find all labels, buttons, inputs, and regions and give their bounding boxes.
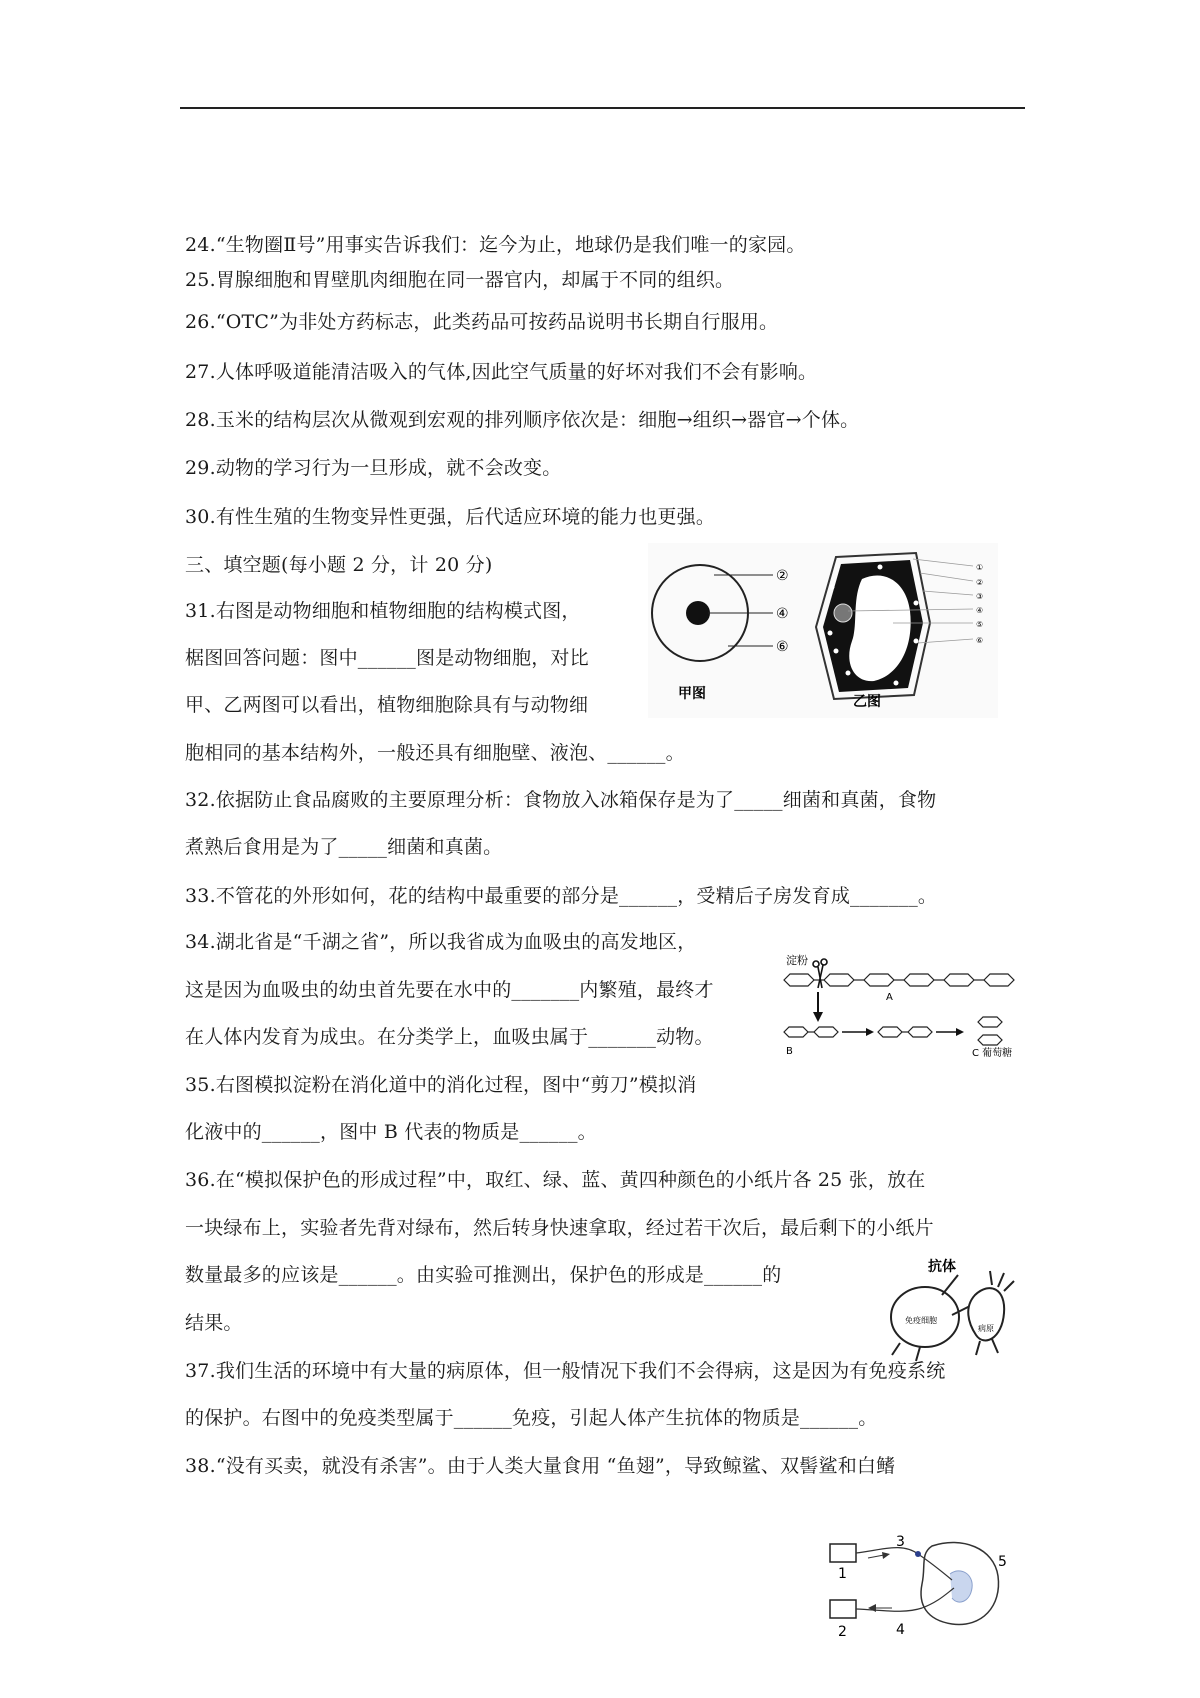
starch-label: 淀粉: [786, 954, 808, 967]
pathogen-label: 病原: [978, 1324, 994, 1333]
arrow-icon: [866, 1028, 874, 1036]
reflex-arc-figure: [822, 1532, 1022, 1642]
immune-cell-label: 免疫细胞: [905, 1316, 937, 1325]
jia-caption: 甲图: [678, 686, 706, 702]
arrow-icon: [956, 1028, 964, 1036]
question-38-line1: 38.“没有买卖，就没有杀害”。由于人类大量食用 “鱼翅”，导致鲸鲨、双髻鲨和白鳍: [185, 1455, 896, 1477]
question-36-line4: 结果。: [185, 1312, 243, 1334]
yi-label-3: ③: [976, 592, 984, 601]
question-32-line2: 煮熟后食用是为了_____细菌和真菌。: [185, 836, 503, 858]
question-36-line3: 数量最多的应该是______。由实验可推测出，保护色的形成是______的: [185, 1264, 782, 1286]
plant-cell-nucleus: [834, 604, 852, 622]
cell-structure-figure: [648, 543, 998, 718]
jia-label-6: ⑥: [776, 639, 789, 655]
gray-matter: [950, 1571, 972, 1602]
header-rule: [180, 107, 1025, 109]
question-28: 28.玉米的结构层次从微观到宏观的排列顺序依次是：细胞→组织→器官→个体。: [185, 409, 860, 431]
question-36-line2: 一块绿布上，实验者先背对绿布，然后转身快速拿取，经过若干次后，最后剩下的小纸片: [185, 1217, 934, 1239]
question-25: 25.胃腺细胞和胃壁肌肉细胞在同一器官内，却属于不同的组织。: [185, 269, 735, 291]
label-3: 3: [896, 1534, 905, 1550]
receptor-box: [830, 1544, 856, 1562]
question-32-line1: 32.依据防止食品腐败的主要原理分析：食物放入冰箱保存是为了_____细菌和真菌，食物: [185, 789, 937, 811]
label-5: 5: [998, 1554, 1007, 1570]
question-34-line1: 34.湖北省是“千湖之省”，所以我省成为血吸虫的高发地区，: [185, 931, 697, 953]
label-4: 4: [896, 1622, 905, 1638]
yi-label-5: ⑤: [976, 620, 984, 629]
a-label: A: [886, 992, 893, 1003]
glucose-units: [978, 1017, 1002, 1045]
arrow-icon: [868, 1604, 876, 1612]
question-37-line2: 的保护。右图中的免疫类型属于______免疫，引起人体产生抗体的物质是______。: [185, 1407, 878, 1429]
yi-label-6: ⑥: [976, 636, 984, 645]
label-1: 1: [838, 1566, 847, 1582]
section-heading: 三、填空题(每小题 2 分，计 20 分): [185, 554, 493, 576]
effector-box: [830, 1600, 856, 1618]
question-31-line4: 胞相同的基本结构外，一般还具有细胞壁、液泡、______。: [185, 742, 685, 764]
b-label: B: [786, 1046, 793, 1057]
arrow-icon: [882, 1552, 890, 1559]
question-35-line2: 化液中的______，图中 B 代表的物质是______。: [185, 1121, 597, 1143]
ganglion-dot: [915, 1551, 921, 1557]
yi-label-4: ④: [976, 606, 984, 615]
question-24: 24.“生物圈Ⅱ号”用事实告诉我们：迄今为止，地球仍是我们唯一的家园。: [185, 234, 806, 256]
question-30: 30.有性生殖的生物变异性更强，后代适应环境的能力也更强。: [185, 506, 716, 528]
immune-figure: [880, 1255, 1030, 1365]
question-36-line1: 36.在“模拟保护色的形成过程”中，取红、绿、蓝、黄四种颜色的小纸片各 25 张，放在: [185, 1169, 926, 1191]
yi-label-2: ②: [976, 578, 984, 587]
glucose-label: C 葡萄糖: [972, 1048, 1013, 1059]
question-35-line1: 35.右图模拟淀粉在消化道中的消化过程，图中“剪刀”模拟消: [185, 1074, 697, 1096]
animal-cell-nucleus: [686, 601, 710, 625]
jia-label-2: ②: [776, 568, 789, 584]
label-2: 2: [838, 1624, 847, 1640]
question-34-line2: 这是因为血吸虫的幼虫首先要在水中的_______内繁殖，最终才: [185, 979, 714, 1001]
question-34-line3: 在人体内发育为成虫。在分类学上，血吸虫属于_______动物。: [185, 1026, 714, 1048]
question-31-line3: 甲、乙两图可以看出，植物细胞除具有与动物细: [185, 694, 589, 716]
yi-label-1: ①: [976, 563, 984, 572]
scissors-icon: [813, 959, 827, 988]
question-29: 29.动物的学习行为一旦形成，就不会改变。: [185, 457, 562, 479]
question-37-line1: 37.我们生活的环境中有大量的病原体，但一般情况下我们不会得病，这是因为有免疫系统: [185, 1360, 946, 1382]
question-27: 27.人体呼吸道能清洁吸入的气体,因此空气质量的好坏对我们不会有影响。: [185, 361, 818, 383]
starch-digestion-figure: [778, 950, 1028, 1060]
question-31-line1: 31.右图是动物细胞和植物细胞的结构模式图，: [185, 600, 581, 622]
question-31-line2: 椐图回答问题：图中______图是动物细胞，对比: [185, 647, 589, 669]
yi-caption: 乙图: [853, 694, 881, 710]
question-33: 33.不管花的外形如何，花的结构中最重要的部分是______，受精后子房发育成_______。: [185, 885, 938, 907]
antibody-label: 抗体: [928, 1259, 956, 1275]
jia-label-4: ④: [776, 606, 789, 622]
question-26: 26.“OTC”为非处方药标志，此类药品可按药品说明书长期自行服用。: [185, 311, 779, 333]
